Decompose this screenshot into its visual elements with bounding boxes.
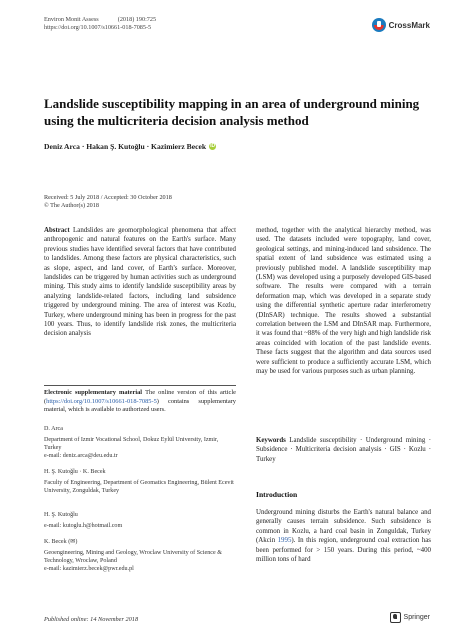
journal-header (44, 16, 156, 32)
crossmark-badge[interactable] (372, 18, 430, 32)
affiliation-email[interactable]: e-mail: deniz.arca@deu.edu.tr (44, 453, 118, 459)
keywords-text: Landslide susceptibility · Underground mining · Subsidence · Multicriteria decision analysis · GIS · Kozlu · Turkey (256, 437, 431, 463)
esm-text-before: The online version of this article ( (44, 389, 237, 405)
affiliation-email[interactable]: e-mail: kazimierz.becek@pwr.edu.pl (44, 566, 134, 572)
affiliation-names: K. Becek (✉) (44, 539, 78, 545)
abstract-text-left: Landslides are geomorphological phenomena that affect anthropogenic and natural features on the Earth's surface. Many previous studies have identified several factors that have contributed to landslides. Among these factors are physical characteristics, such as slope, aspect, and land cover, of Earth's surface. Moreover, landslides can be triggered by human activities such as underground mining. This study aims to identify landslide susceptibility areas by analyzing landslide-related factors, including land subsidence triggered by underground mining. The area of interest was Kozlu, Turkey, where underground mining has been in progress for the past 100 years. Thus, to identify landslide risk zones, the multicriteria decision analysis (44, 227, 236, 338)
journal-volume: (2018) 190:725 (117, 16, 157, 23)
published-online: Published online: 14 November 2018 (44, 616, 139, 623)
crossmark-label: CrossMark (388, 20, 430, 30)
affiliation-names: H. Ş. Kutoğlu · K. Becek (44, 469, 106, 475)
orcid-icon[interactable]: iD (210, 143, 216, 149)
springer-horse-icon (390, 612, 401, 623)
affiliation-line: Faculty of Engineering, Department of Geomatics Engineering, Bülent Ecevit University, Zonguldak, Turkey (44, 480, 234, 494)
publisher-name: Springer (403, 614, 430, 621)
abstract-left (44, 226, 236, 339)
intro-text-before: Underground mining disturbs the Earth's natural balance and generally causes terrain subsidence. Such subsidence is common in Kozlu, a hard coal basin in Zonguldak, Turkey (Akcin (256, 509, 431, 545)
intro-text-after: ). In this region, underground coal extraction has been performed for > 150 years. During this period, ~400 million tons of hard (256, 537, 431, 564)
doi-link[interactable]: https://doi.org/10.1007/s10661-018-7085-5 (44, 24, 152, 31)
keywords-heading: Keywords (256, 437, 286, 444)
affiliation-names: H. Ş. Kutoğlu (44, 512, 78, 518)
crossmark-icon (372, 18, 386, 32)
journal-line (44, 16, 156, 24)
author-list (44, 142, 216, 151)
abstract-right (256, 226, 431, 377)
article-dates (44, 194, 172, 210)
affiliation-block-1 (44, 425, 236, 460)
paper-title: Landslide susceptibility mapping in an area of underground mining using the multicriteria decision analysis method (44, 96, 420, 128)
affiliation-names: D. Arca (44, 426, 63, 432)
journal-name: Environ Monit Assess (44, 16, 99, 23)
copyright: © The Author(s) 2018 (44, 202, 99, 209)
abstract-heading: Abstract (44, 227, 70, 234)
keywords-block (256, 436, 431, 464)
introduction-heading: Introduction (256, 490, 298, 499)
affiliation-block-4 (44, 538, 236, 573)
affiliation-line: Geoengineering, Mining and Geology, Wroclaw University of Science & Technology, Wroclaw, Poland (44, 550, 222, 564)
esm-divider (44, 385, 236, 386)
abstract-text-right: method, together with the analytical hierarchy method, was used. The datasets included were topography, land cover, geological settings, and mining-induced land subsidence. The spatial extent of land subsidence was estimated using a previously published model. A landslide susceptibility map (LSM) was developed using a purposely developed GIS-based software. The results were compared with a terrain deformation map, which was developed in a separate study using the differential synthetic aperture radar interferometry (DInSAR) technique. The results showed a substantial correlation between the LSM and DInSAR map. Furthermore, it was found that ~88% of the very high and high landslide risk areas coincided with location of the past landslide events. These facts suggest that the algorithm and data sources used were sufficient to produce a sufficiently accurate LSM, which may be used for various purposes such as urban planning. (256, 227, 431, 376)
esm-note (44, 389, 236, 415)
affiliation-block-2 (44, 468, 236, 495)
affiliation-email[interactable]: e-mail: kutoglu.h@hotmail.com (44, 523, 123, 529)
esm-text-after: ) contains supplementary material, which is available to authorized users. (44, 397, 236, 414)
authors-text: Deniz Arca · Hakan Ş. Kutoğlu · Kazimierz Becek (44, 142, 207, 151)
springer-logo (390, 612, 430, 623)
esm-link[interactable]: https://doi.org/10.1007/s10661-018-7085-5 (46, 397, 157, 405)
affiliation-block-3 (44, 511, 236, 530)
introduction-body (256, 508, 431, 564)
affiliation-line: Department of Izmir Vocational School, Dokuz Eylül University, Izmir, Turkey (44, 437, 219, 451)
intro-citation-link[interactable]: 1995 (277, 537, 292, 545)
received-accepted: Received: 5 July 2018 / Accepted: 30 October 2018 (44, 194, 172, 201)
esm-heading: Electronic supplementary material (44, 389, 143, 396)
